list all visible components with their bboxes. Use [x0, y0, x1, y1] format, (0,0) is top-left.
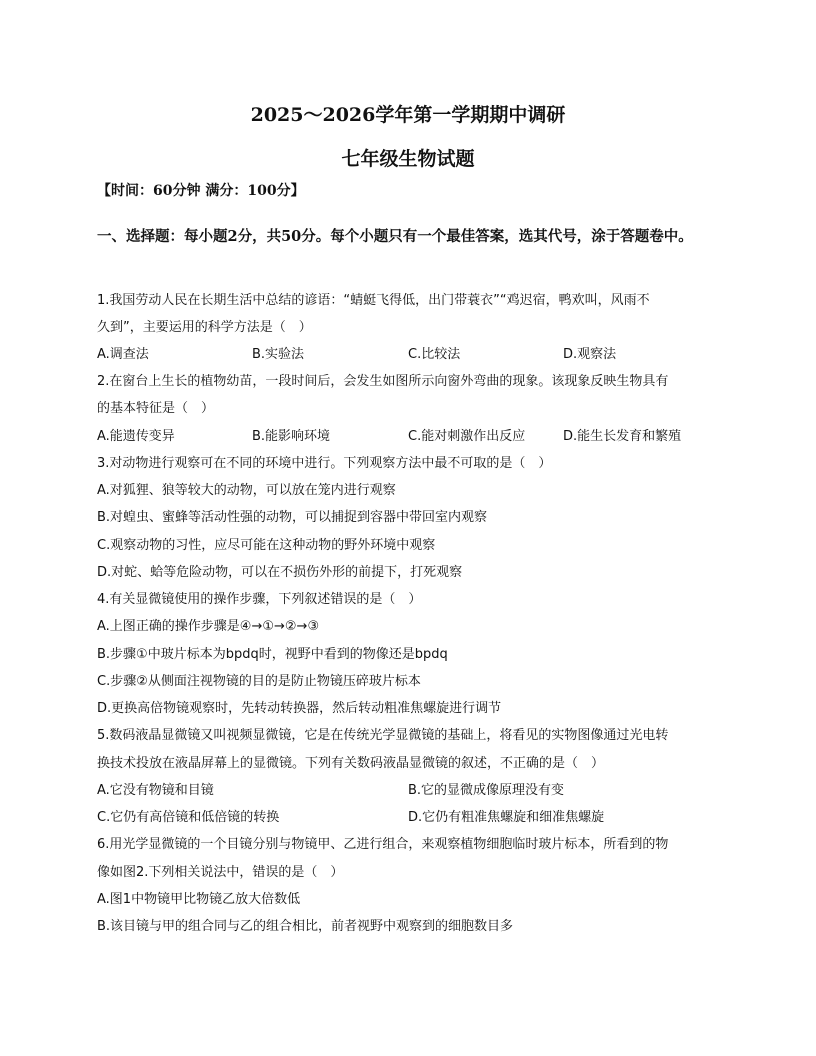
q4-option-d: D.更换高倍物镜观察时，先转动转换器，然后转动粗准焦螺旋进行调节 [97, 701, 502, 716]
section-heading: 一、选择题：每小题2分，共50分。每个小题只有一个最佳答案，选其代号，涂于答题卷中。 [97, 228, 693, 245]
q2-option-d: D.能生长发育和繁殖 [563, 429, 682, 444]
q3-option-a: A.对狐狸、狼等较大的动物，可以放在笼内进行观察 [97, 483, 396, 498]
q1-option-b: B.实验法 [252, 347, 305, 362]
q4-stem-line-1: 4.有关显微镜使用的操作步骤，下列叙述错误的是（ ） [97, 592, 422, 607]
q1-option-a: A.调查法 [97, 347, 149, 362]
q1-option-c: C.比较法 [408, 347, 461, 362]
q6-option-b: B.该目镜与甲的组合同与乙的组合相比，前者视野中观察到的细胞数目多 [97, 919, 514, 934]
q3-stem-line-1: 3.对动物进行观察可在不同的环境中进行。下列观察方法中最不可取的是（ ） [97, 456, 552, 471]
q6-stem-line-1: 6.用光学显微镜的一个目镜分别与物镜甲、乙进行组合，来观察植物细胞临时玻片标本，所看到的物 [97, 837, 669, 852]
q1-option-d: D.观察法 [563, 347, 617, 362]
q3-option-c: C.观察动物的习性，应尽可能在这种动物的野外环境中观察 [97, 538, 436, 553]
q5-stem-line-2: 换技术投放在液晶屏幕上的显微镜。下列有关数码液晶显微镜的叙述，不正确的是（ ） [97, 756, 605, 771]
q2-stem-line-1: 2.在窗台上生长的植物幼苗，一段时间后，会发生如图所示向窗外弯曲的现象。该现象反映生物具有 [97, 374, 669, 389]
exam-meta: 【时间：60分钟 满分：100分】 [97, 183, 305, 199]
q4-option-c: C.步骤②从侧面注视物镜的目的是防止物镜压碎玻片标本 [97, 674, 421, 689]
q5-option-d: D.它仍有粗准焦螺旋和细准焦螺旋 [408, 810, 605, 825]
q2-stem-line-2: 的基本特征是（ ） [97, 401, 215, 416]
q6-option-a: A.图1中物镜甲比物镜乙放大倍数低 [97, 892, 301, 907]
q1-stem-line-2: 久到”，主要运用的科学方法是（ ） [97, 320, 312, 335]
q1-stem-line-1: 1.我国劳动人民在长期生活中总结的谚语：“蜻蜓飞得低，出门带蓑衣”“鸡迟宿，鸭欢叫，风雨不 [97, 293, 650, 308]
q6-stem-line-2: 像如图2.下列相关说法中，错误的是（ ） [97, 865, 344, 880]
q4-option-b: B.步骤①中玻片标本为bpdq时，视野中看到的物像还是bpdq [97, 647, 448, 662]
q3-option-b: B.对蝗虫、蜜蜂等活动性强的动物，可以捕捉到容器中带回室内观察 [97, 510, 488, 525]
q2-option-b: B.能影响环境 [252, 429, 331, 444]
q2-option-c: C.能对刺激作出反应 [408, 429, 526, 444]
q5-stem-line-1: 5.数码液晶显微镜又叫视频显微镜，它是在传统光学显微镜的基础上，将看见的实物图像通过光电转 [97, 728, 669, 743]
q4-option-a: A.上图正确的操作步骤是④→①→②→③ [97, 619, 320, 634]
exam-subtitle: 七年级生物试题 [341, 148, 475, 170]
q5-option-c: C.它仍有高倍镜和低倍镜的转换 [97, 810, 280, 825]
q5-option-b: B.它的显微成像原理没有变 [408, 783, 565, 798]
q2-option-a: A.能遗传变异 [97, 429, 175, 444]
exam-title: 2025～2026学年第一学期期中调研 [250, 104, 566, 126]
q3-option-d: D.对蛇、蛤等危险动物，可以在不损伤外形的前提下，打死观察 [97, 565, 463, 580]
q5-option-a: A.它没有物镜和目镜 [97, 783, 214, 798]
